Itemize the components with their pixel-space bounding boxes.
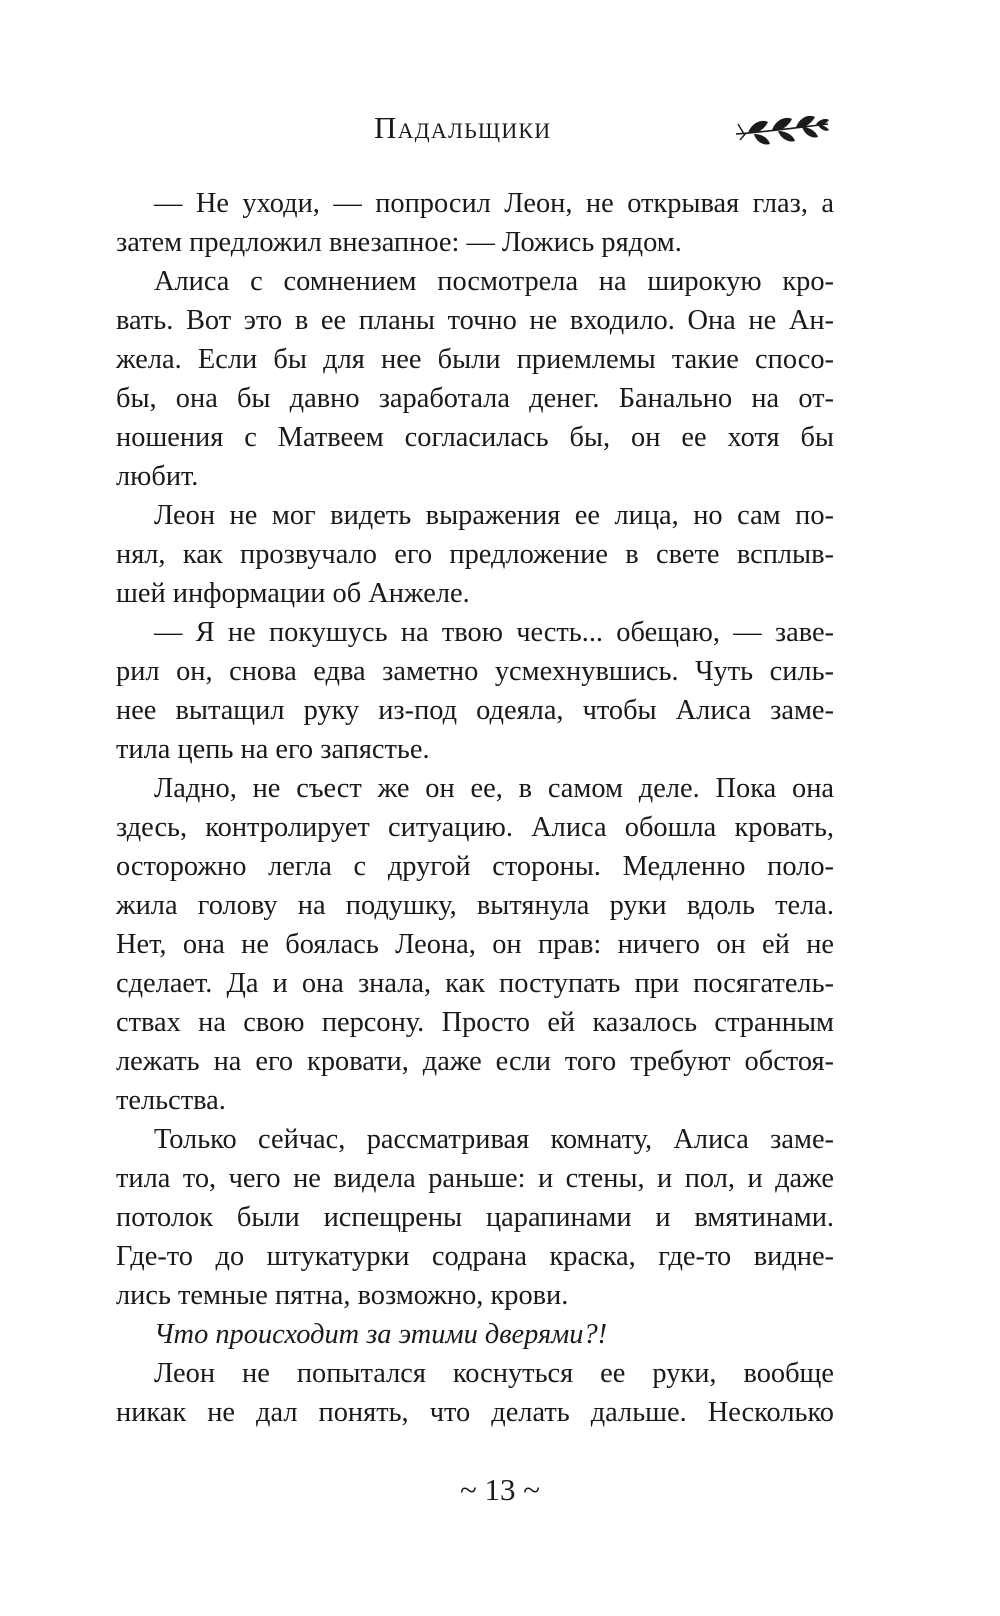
text-line: затем предложил внезапное: — Ложись рядом. <box>116 227 682 258</box>
text-line: Ладно, не съест же он ее, в самом деле. Пока она <box>154 773 834 804</box>
text-line-italic: Что происходит за этими дверями?! <box>154 1319 608 1350</box>
text-line: Леон не мог видеть выражения ее лица, но сам по- <box>154 500 834 531</box>
text-line: вать. Вот это в ее планы точно не входило. Она не Ан- <box>116 305 834 336</box>
running-title: Падальщики <box>374 110 552 145</box>
leaf-sprig-icon <box>734 110 830 150</box>
text-line: ствах на свою персону. Просто ей казалось странным <box>116 1007 834 1038</box>
text-line: ношения с Матвеем согласилась бы, он ее хотя бы <box>116 422 834 453</box>
text-line: любит. <box>116 461 199 492</box>
text-line: рил он, снова едва заметно усмехнувшись. Чуть силь- <box>116 656 834 687</box>
text-line: жела. Если бы для нее были приемлемы такие спосо- <box>116 344 834 375</box>
text-line: жила голову на подушку, вытянула руки вдоль тела. <box>116 890 834 921</box>
body-text <box>116 184 834 1432</box>
text-line: — Я не покушусь на твою честь... обещаю, — заве- <box>154 617 834 648</box>
text-line: шей информации об Анжеле. <box>116 578 470 609</box>
text-line: нял, как прозвучало его предложение в свете всплыв- <box>116 539 834 570</box>
text-line: здесь, контролирует ситуацию. Алиса обошла кровать, <box>116 812 834 843</box>
text-line: Алиса с сомнением посмотрела на широкую кро- <box>154 266 834 297</box>
text-line: нее вытащил руку из-под одеяла, чтобы Алиса заме- <box>116 695 834 726</box>
text-line: осторожно легла с другой стороны. Медленно поло- <box>116 851 834 882</box>
text-line: никак не дал понять, что делать дальше. Несколько <box>116 1397 834 1428</box>
text-line: Нет, она не боялась Леона, он прав: ничего он ей не <box>116 929 834 960</box>
text-line: сделает. Да и она знала, как поступать при посягатель- <box>116 968 834 999</box>
page-number: ~ 13 ~ <box>459 1472 541 1507</box>
text-line: тельства. <box>116 1085 226 1116</box>
text-line: лись темные пятна, возможно, крови. <box>116 1280 569 1311</box>
text-line: Леон не попытался коснуться ее руки, вообще <box>154 1358 834 1389</box>
text-line: потолок были испещрены царапинами и вмятинами. <box>116 1202 834 1233</box>
text-line: Только сейчас, рассматривая комнату, Алиса заме- <box>154 1124 834 1155</box>
text-line: Где-то до штукатурки содрана краска, где-то видне- <box>116 1241 834 1272</box>
text-line: тила то, чего не видела раньше: и стены, и пол, и даже <box>116 1163 834 1194</box>
text-line: бы, она бы давно заработала денег. Банально на от- <box>116 383 834 414</box>
text-line: — Не уходи, — попросил Леон, не открывая глаз, а <box>154 188 834 219</box>
text-line: тила цепь на его запястье. <box>116 734 430 765</box>
running-head <box>0 108 1000 148</box>
text-line: лежать на его кровати, даже если того требуют обстоя- <box>116 1046 834 1077</box>
